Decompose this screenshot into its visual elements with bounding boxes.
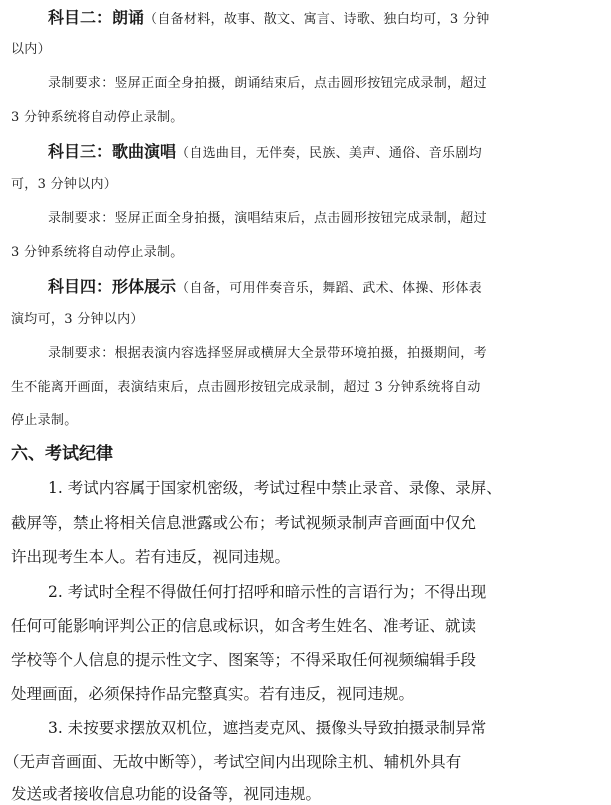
- rule2-line1: 2. 考试时全程不得做任何打招呼和暗示性的言语行为；不得出现: [48, 583, 487, 601]
- subject3-requirement-line1: 录制要求：竖屏正面全身拍摄，演唱结束后，点击圆形按钮完成录制，超过: [48, 211, 487, 226]
- subject3-desc-line2: 可，3 分钟以内）: [11, 177, 118, 192]
- subject3-line1: [48, 144, 482, 160]
- subject3-requirement-line2: 3 分钟系统将自动停止录制。: [11, 245, 184, 260]
- subject4-title: 科目四：形体展示: [48, 277, 177, 296]
- subject4-desc-line1: （自备，可用伴奏音乐，舞蹈、武术、体操、形体表: [176, 281, 482, 296]
- rule2-line4: 处理画面，必须保持作品完整真实。若有违反，视同违规。: [11, 685, 415, 703]
- section6-heading: 六、考试纪律: [11, 444, 113, 464]
- subject4-requirement-line2: 生不能离开画面，表演结束后，点击圆形按钮完成录制，超过 3 分钟系统将自动: [11, 380, 481, 395]
- rule1-line1: 1. 考试内容属于国家机密级，考试过程中禁止录音、录像、录屏、: [48, 479, 502, 497]
- rule3-line3: 发送或者接收信息功能的设备等，视同违规。: [11, 785, 322, 803]
- subject4-line1: [48, 279, 482, 295]
- rule1-line3: 许出现考生本人。若有违反，视同违规。: [11, 548, 291, 566]
- subject2-desc-line1: （自备材料，故事、散文、寓言、诗歌、独白均可，3 分钟: [144, 12, 490, 27]
- rule2-line2: 任何可能影响评判公正的信息或标识，如含考生姓名、准考证、就读: [11, 617, 477, 635]
- subject2-requirement-line1: 录制要求：竖屏正面全身拍摄，朗诵结束后，点击圆形按钮完成录制，超过: [48, 76, 487, 91]
- subject3-desc-line1: （自选曲目，无伴奏，民族、美声、通俗、音乐剧均: [176, 146, 482, 161]
- rule2-line3: 学校等个人信息的提示性文字、图案等；不得采取任何视频编辑手段: [11, 651, 477, 669]
- subject2-title: 科目二：朗诵: [48, 8, 145, 27]
- subject4-requirement-line1: 录制要求：根据表演内容选择竖屏或横屏大全景带环境拍摄，拍摄期间，考: [48, 346, 487, 361]
- rule3-line1: 3. 未按要求摆放双机位，遮挡麦克风、摄像头导致拍摄录制异常: [48, 719, 487, 737]
- subject2-requirement-line2: 3 分钟系统将自动停止录制。: [11, 110, 184, 125]
- subject2-desc-line2: 以内）: [11, 42, 51, 57]
- subject3-title: 科目三：歌曲演唱: [48, 142, 177, 161]
- subject4-requirement-line3: 停止录制。: [11, 413, 78, 428]
- subject2-line1: [48, 10, 490, 26]
- rule3-line2: （无声音画面、无故中断等），考试空间内出现除主机、辅机外具有: [4, 753, 462, 771]
- subject4-desc-line2: 演均可，3 分钟以内）: [11, 312, 144, 327]
- rule1-line2: 截屏等，禁止将相关信息泄露或公布；考试视频录制声音画面中仅允: [11, 514, 477, 532]
